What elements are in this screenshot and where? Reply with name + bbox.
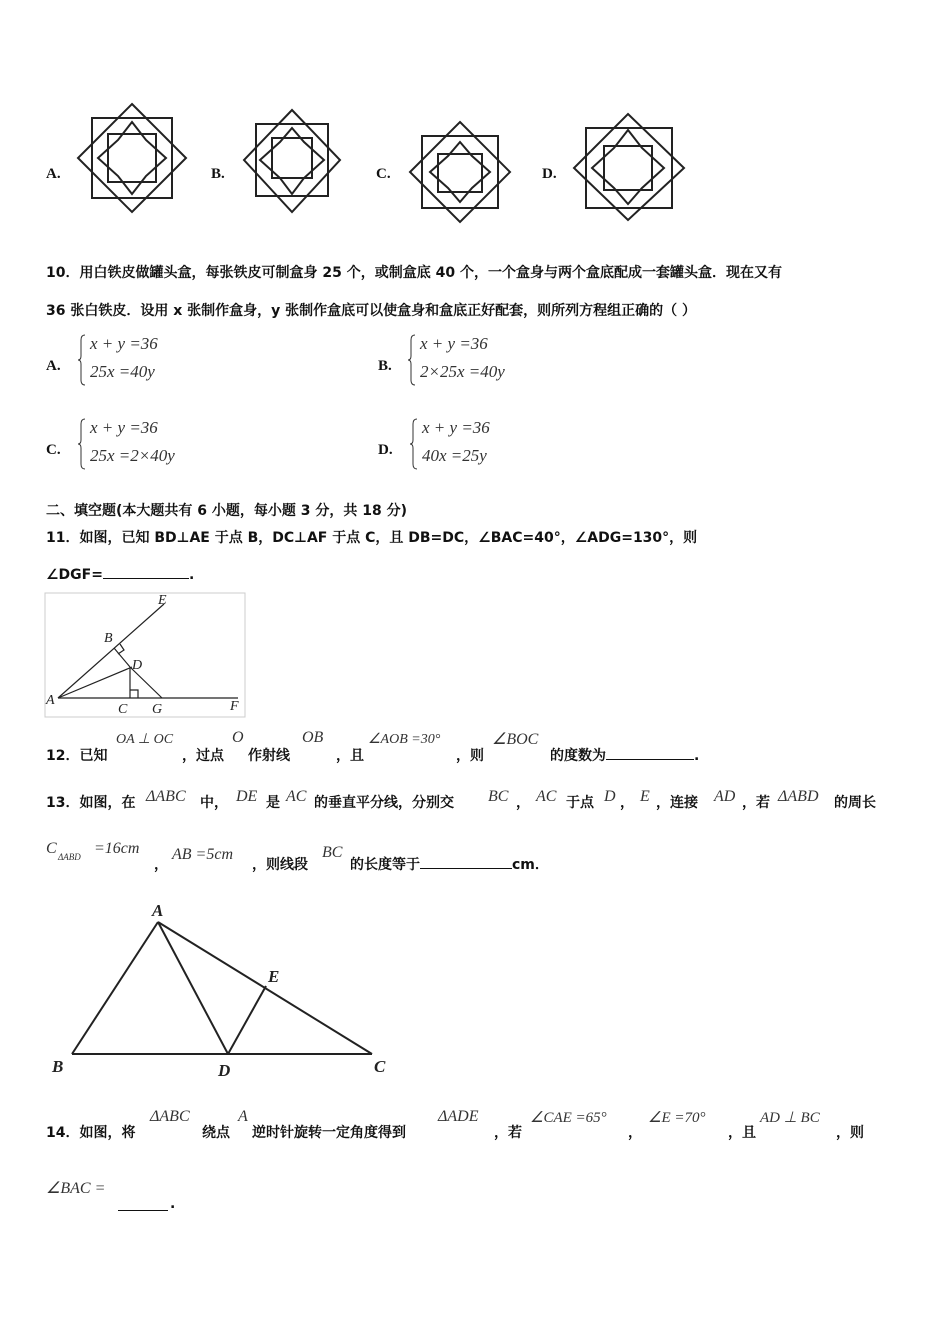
q12-math-angle-boc: ∠BOC	[492, 731, 539, 748]
q10-option-a-label: A.	[46, 358, 61, 374]
q11-label-d: D	[132, 658, 143, 673]
q10-option-b-eq1: x + y =36	[420, 334, 488, 353]
q13-label-b: B	[52, 1057, 64, 1076]
q11-label-a: A	[46, 693, 55, 708]
q13-line-ab	[72, 922, 158, 1054]
q9-figure-c	[404, 120, 516, 224]
q10-option-c-eq1: x + y =36	[90, 418, 158, 437]
q9-option-d-label: D.	[542, 166, 557, 182]
q10-option-b-eq2: 2×25x =40y	[420, 362, 505, 381]
q12-math-ob: OB	[302, 729, 324, 746]
q11-answer-blank[interactable]	[103, 564, 189, 579]
q14-line2: ∠BAC = .	[46, 1180, 176, 1212]
brace-icon	[78, 334, 86, 386]
q10-option-d-label: D.	[378, 442, 393, 458]
q12-answer-blank[interactable]	[606, 745, 694, 760]
q10-option-a-eq2: 25x =40y	[90, 362, 155, 381]
q11-label-g: G	[152, 702, 163, 717]
q12-math-o: O	[232, 729, 244, 746]
q13-line2: C ΔABD =16cm ， AB =5cm ，则线段 BC 的长度等于 cm．	[46, 840, 549, 873]
q13-label-a: A	[152, 901, 164, 920]
q12-math-oa-perp-oc: OA ⊥ OC	[116, 732, 174, 747]
q11-right-angle-c	[130, 690, 138, 698]
q9-option-a-label: A.	[46, 166, 61, 182]
q10-option-d-eq1: x + y =36	[422, 418, 490, 437]
q13-line1: 13．如图，在 ΔABC 中， DE 是 AC 的垂直平分线，分别交 BC ， AC 于点 D ， E ，连接 AD ，若 ΔABD 的周长	[46, 788, 876, 811]
q11-text-line1: 11．如图，已知 BD⊥AE 于点 B，DC⊥AF 于点 C，且 DB=DC，∠BAC=40°，∠ADG=130°，则	[46, 530, 698, 546]
brace-icon	[78, 418, 86, 470]
q13-label-e: E	[268, 967, 280, 986]
q10-option-a-eq1: x + y =36	[90, 334, 158, 353]
q12-math-angle-aob: ∠AOB =30°	[368, 732, 441, 747]
section-heading: 二、填空题(本大题共有 6 小题，每小题 3 分，共 18 分)	[46, 503, 408, 519]
q11-figure	[44, 592, 246, 718]
q10-option-c-label: C.	[46, 442, 61, 458]
brace-icon	[408, 334, 416, 386]
q9-figure-d	[570, 110, 690, 224]
q11-label-c: C	[118, 702, 128, 717]
q11-line-ad	[58, 667, 132, 698]
q10-option-b-label: B.	[378, 358, 392, 374]
q13-line-de	[228, 986, 266, 1054]
q11-text-line2: ∠DGF= .	[46, 564, 194, 583]
q13-line-ad	[158, 922, 228, 1054]
q13-label-d: D	[218, 1061, 231, 1080]
q11-label-f: F	[230, 699, 239, 714]
q11-label-e: E	[158, 593, 167, 608]
q10-option-c-eq2: 25x =2×40y	[90, 446, 175, 465]
q9-option-c-label: C.	[376, 166, 391, 182]
q10-text-line2: 36 张白铁皮．设用 x 张制作盒身，y 张制作盒底可以使盒身和盒底正好配套，则所列方程组正确的（ ）	[46, 303, 697, 319]
q11-angle-label: ∠DGF=	[46, 567, 103, 583]
q11-right-angle-b	[118, 644, 124, 654]
q13-answer-blank[interactable]	[420, 854, 512, 869]
q10-text-line1: 10．用白铁皮做罐头盒，每张铁皮可制盒身 25 个，或制盒底 40 个，一个盒身与两个盒底配成一套罐头盒．现在又有	[46, 265, 782, 281]
q9-option-b-label: B.	[211, 166, 225, 182]
q14-line1: 14．如图，将 ΔABC 绕点 A 逆时针旋转一定角度得到 ΔADE ，若 ∠CAE =65° ， ∠E =70° ，且 AD ⊥ BC ，则	[46, 1108, 864, 1141]
q9-figure-b	[240, 108, 344, 220]
q10-option-d-eq2: 40x =25y	[422, 446, 487, 465]
q12-line: 12．已知 OA ⊥ OC ，过点 O 作射线 OB ，且 ∠AOB =30° ，则 ∠BOC 的度数为 .	[46, 729, 700, 764]
brace-icon	[410, 418, 418, 470]
q9-figure-a	[76, 100, 190, 224]
q11-label-b: B	[104, 631, 113, 646]
q13-figure	[46, 898, 396, 1082]
q13-label-c: C	[374, 1057, 386, 1076]
q14-answer-blank[interactable]	[118, 1196, 168, 1211]
